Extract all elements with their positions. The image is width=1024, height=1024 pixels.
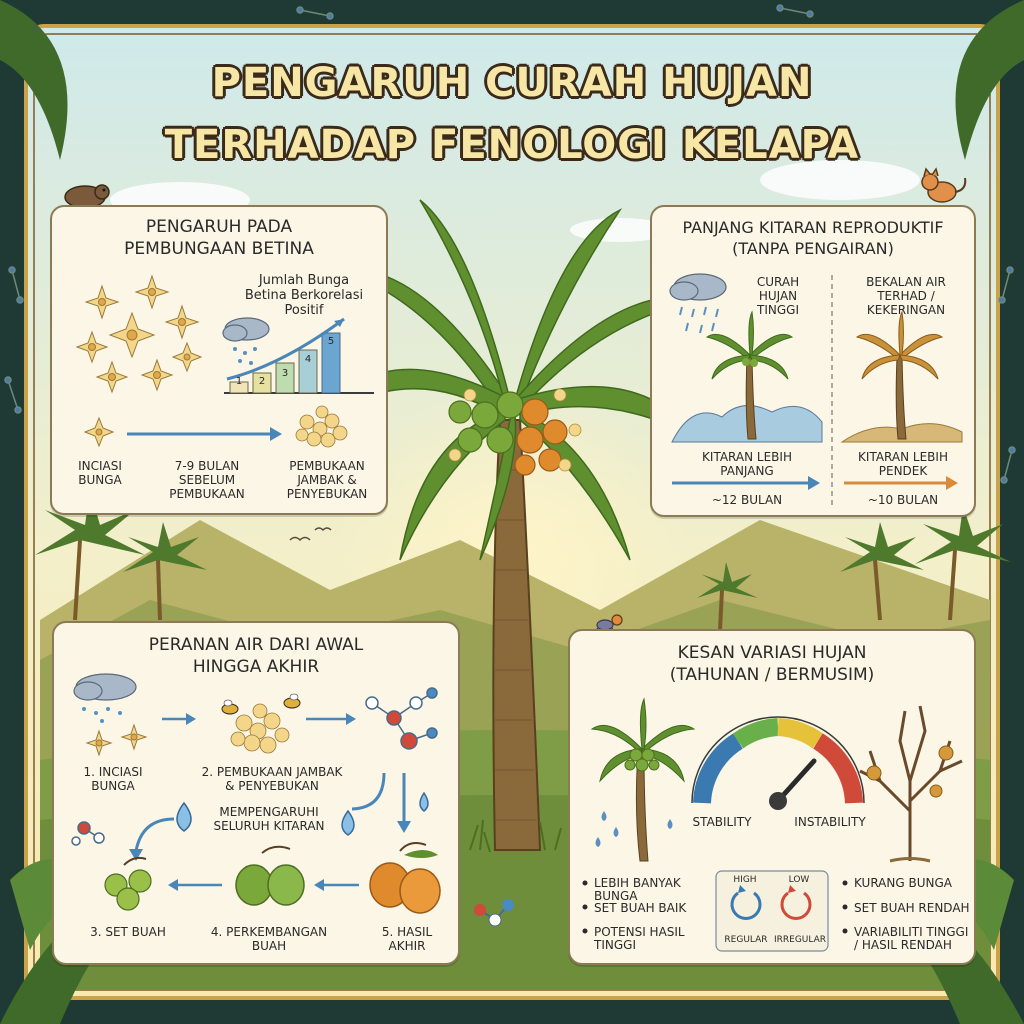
gauge-icon	[692, 717, 864, 810]
main-title-line2: TERHADAP FENOLOGI KELAPA	[164, 122, 860, 168]
female-flowering-title-line2: PEMBUNGAAN BETINA	[124, 239, 314, 259]
flower-icon	[87, 725, 146, 755]
gauge-instability-label: INSTABILITY	[794, 815, 866, 829]
inflorescence-icon	[231, 704, 289, 753]
stage-start-line1: INCIASI	[78, 459, 122, 473]
cycle-low-label: LOW	[788, 875, 810, 885]
bare-tree-icon	[860, 706, 962, 861]
step5-line2: AKHIR	[388, 939, 426, 953]
inflorescence-icon	[296, 406, 347, 447]
rain-cloud-icon	[74, 674, 136, 723]
variation-title-line1: KESAN VARIASI HUJAN	[677, 643, 867, 663]
duration-line3: PEMBUKAAN	[169, 487, 245, 501]
step2-line2: & PENYEBUKAN	[225, 779, 319, 793]
high-rain-label-line1: CURAH	[756, 275, 800, 289]
step1-line2: BUNGA	[91, 779, 135, 793]
step4-line2: BUAH	[251, 939, 287, 953]
step5-line1: 5. HASIL	[381, 925, 433, 939]
good-bullet-2-line1: SET BUAH BAIK	[594, 901, 687, 915]
center-label-line2: SELURUH KITARAN	[213, 819, 325, 833]
good-bullet-1-line2: BUNGA	[594, 889, 638, 903]
healthy-palm-icon	[592, 699, 694, 861]
longer-cycle-arrow	[672, 476, 820, 490]
bad-bullet-3-line1: VARIABILITI TINGGI	[854, 925, 969, 939]
bad-bullet-1-line1: KURANG BUNGA	[854, 876, 952, 890]
high-rain-label-line3: TINGGI	[757, 303, 799, 317]
panel-water-role	[52, 621, 460, 965]
bar-label-5: 5	[327, 336, 335, 347]
stage-end-line2: JAMBAK &	[297, 473, 357, 487]
water-role-title-line2: HINGGA AKHIR	[192, 657, 320, 677]
female-flowering-title-line1: PENGARUH PADA	[145, 217, 293, 237]
good-bullet-1-line1: LEBIH BANYAK	[594, 876, 681, 890]
bar-label-2: 2	[258, 376, 266, 387]
bar-label-4: 4	[304, 354, 312, 365]
rain-cloud-icon	[670, 274, 726, 333]
stage-start-line2: BUNGA	[78, 473, 122, 487]
stage-end-line1: PEMBUKAAN	[289, 459, 365, 473]
molecule-icon	[366, 688, 437, 749]
green-fruit-icon	[105, 858, 151, 910]
orange-fruit-icon	[370, 843, 440, 913]
shorter-cycle-line1: KITARAN LEBIH	[858, 450, 948, 464]
shorter-cycle-line2: PENDEK	[878, 464, 928, 478]
flower-icon	[85, 418, 113, 446]
cycle-title-line2: (TANPA PENGAIRAN)	[732, 239, 894, 258]
bar-label-1: 1	[235, 376, 243, 387]
good-bullet-3-line2: TINGGI	[594, 938, 636, 952]
cycle-title-line1: PANJANG KITARAN REPRODUKTIF	[682, 218, 944, 237]
bad-bullet-3-line2: / HASIL RENDAH	[854, 938, 952, 952]
cycle-irregular-label: IRREGULAR	[773, 935, 827, 945]
step2-line1: 2. PEMBUKAAN JAMBAK	[201, 765, 343, 779]
water-role-title-line1: PERANAN AIR DARI AWAL	[148, 635, 364, 655]
small-molecule-icon	[72, 822, 104, 845]
drought-label-line1: BEKALAN AIR	[866, 275, 946, 289]
variation-title-line2: (TAHUNAN / BERMUSIM)	[669, 665, 875, 685]
bad-bullet-2-line1: SET BUAH RENDAH	[854, 901, 970, 915]
stage-end-line3: PENYEBUKAN	[286, 487, 368, 501]
cycle-regular-label: REGULAR	[724, 935, 768, 945]
longer-cycle-line2: PANJANG	[720, 464, 774, 478]
high-rain-label-line2: HUJAN	[758, 289, 798, 303]
correlation-label-line3: Positif	[284, 303, 324, 318]
panel-reproductive-cycle	[650, 205, 976, 517]
rain-cloud-icon	[223, 318, 269, 365]
developing-fruit-icon	[236, 847, 304, 905]
correlation-label-line1: Jumlah Bunga	[258, 273, 350, 288]
step4-line1: 4. PERKEMBANGAN	[210, 925, 328, 939]
panel-rain-variation	[568, 629, 976, 965]
timeline-arrow	[127, 427, 282, 441]
shorter-cycle-duration: ~10 BULAN	[867, 493, 939, 507]
duration-line2: SEBELUM	[178, 473, 236, 487]
step1-line1: 1. INCIASI	[83, 765, 143, 779]
correlation-label-line2: Betina Berkorelasi	[244, 288, 364, 303]
longer-cycle-line1: KITARAN LEBIH	[702, 450, 792, 464]
shorter-cycle-arrow	[844, 476, 958, 490]
drought-label-line2: TERHAD /	[877, 289, 935, 303]
flower-cluster-icon	[77, 276, 201, 392]
center-label-line1: MEMPENGARUHI	[219, 805, 319, 819]
longer-cycle-duration: ~12 BULAN	[711, 493, 783, 507]
gauge-stability-label: STABILITY	[692, 815, 752, 829]
panel-female-flowering	[50, 205, 388, 515]
main-title-line1: PENGARUH CURAH HUJAN	[211, 60, 813, 106]
cycle-high-label: HIGH	[733, 875, 757, 885]
dry-palm-icon	[857, 312, 942, 439]
good-bullet-3-line1: POTENSI HASIL	[594, 925, 685, 939]
duration-line1: 7-9 BULAN	[174, 459, 240, 473]
step3-line1: 3. SET BUAH	[90, 925, 166, 939]
bar-label-3: 3	[281, 368, 289, 379]
drought-label-line3: KEKERINGAN	[866, 303, 946, 317]
